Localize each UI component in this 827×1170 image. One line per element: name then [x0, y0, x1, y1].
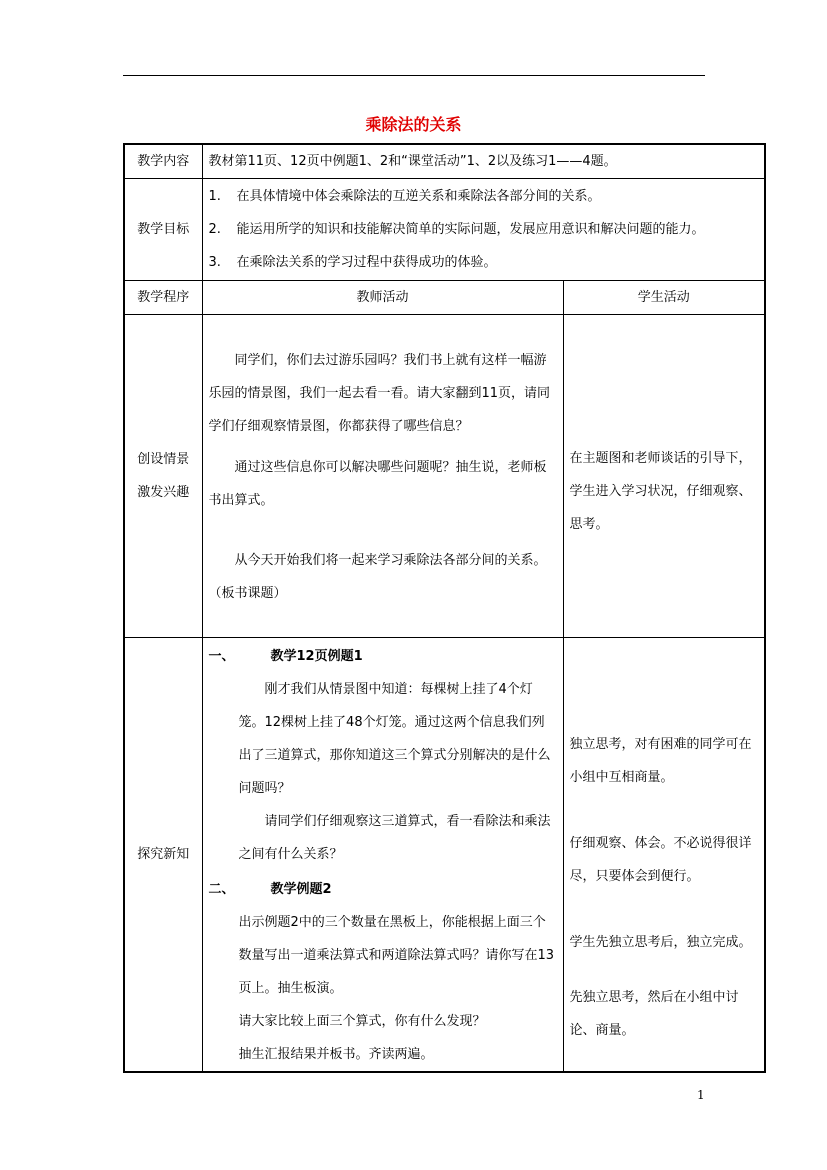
section2-p1: 出示例题2中的三个数量在黑板上，你能根据上面三个数量写出一道乘法算式和两道除法算式吗？请你写在13页上。抽生板演。 — [238, 915, 555, 996]
stage1-teacher-p3: 从今天开始我们将一起来学习乘除法各部分间的关系。（板书课题） — [208, 553, 547, 601]
stage1-label-line2: 激发兴趣 — [137, 485, 190, 500]
student-header: 学生活动 — [563, 281, 765, 315]
section1-p1: 刚才我们从情景图中知道：每棵树上挂了4个灯笼。12棵树上挂了48个灯笼。通过这两个信息我们列出了三道算式，那你知道这三个算式分别解决的是什么问题吗？ — [238, 682, 551, 796]
goal-number: 3. — [208, 255, 221, 270]
goals-row — [124, 179, 765, 281]
section-heading — [209, 873, 557, 906]
stage2-student — [563, 638, 765, 1073]
section2-body — [209, 906, 557, 1071]
header-rule — [123, 75, 705, 76]
goal-item — [209, 180, 759, 213]
section-number: 一、 — [208, 649, 235, 664]
goals-label: 教学目标 — [124, 179, 202, 281]
section-heading — [209, 640, 557, 673]
section-title: 教学例题2 — [270, 882, 332, 897]
goals-list — [202, 179, 765, 281]
content-row — [124, 144, 765, 179]
section2-p3: 抽生汇报结果并板书。齐读两遍。 — [238, 1047, 434, 1062]
stage2-student-3: 学生先独立思考后，独立完成。 — [569, 935, 752, 950]
goal-text: 在乘除法关系的学习过程中获得成功的体验。 — [236, 255, 497, 270]
goal-text: 在具体情境中体会乘除法的互逆关系和乘除法各部分间的关系。 — [236, 189, 601, 204]
stage1-student — [563, 315, 765, 638]
section-title: 教学12页例题1 — [270, 649, 363, 664]
teacher-header: 教师活动 — [202, 281, 563, 315]
goal-item — [209, 213, 759, 246]
lesson-plan-table — [123, 143, 766, 1073]
page-title: 乘除法的关系 — [365, 115, 462, 134]
stage2-student-4: 先独立思考，然后在小组中讨论、商量。 — [569, 990, 739, 1038]
content-text: 教材第11页、12页中例题1、2和“课堂活动”1、2以及练习1——4题。 — [202, 144, 765, 179]
stage1-label-line1: 创设情景 — [137, 452, 190, 467]
stage1-teacher-p2: 通过这些信息你可以解决哪些问题呢？抽生说，老师板书出算式。 — [208, 460, 547, 508]
stage1-teacher-p1: 同学们，你们去过游乐园吗？我们书上就有这样一幅游乐园的情景图，我们一起去看一看。请大家翻到11页，请同学们仔细观察情景图，你都获得了哪些信息？ — [208, 353, 551, 434]
content-label: 教学内容 — [124, 144, 202, 179]
section-number: 二、 — [208, 882, 235, 897]
procedure-header: 教学程序 — [124, 281, 202, 315]
section1-body — [209, 673, 557, 871]
page-number: 1 — [697, 1088, 705, 1102]
stage2-label: 探究新知 — [124, 638, 202, 1073]
section1-p2: 请同学们仔细观察这三道算式，看一看除法和乘法之间有什么关系？ — [238, 814, 551, 862]
stage1-teacher — [202, 315, 563, 638]
stage1-row — [124, 315, 765, 638]
goal-number: 1. — [208, 189, 221, 204]
stage2-student-2: 仔细观察、体会。不必说得很详尽，只要体会到便行。 — [569, 836, 752, 884]
goal-item — [209, 246, 759, 279]
goal-number: 2. — [208, 222, 221, 237]
column-header-row — [124, 281, 765, 315]
stage2-teacher — [202, 638, 563, 1073]
stage2-row — [124, 638, 765, 1073]
goal-text: 能运用所学的知识和技能解决简单的实际问题，发展应用意识和解决问题的能力。 — [236, 222, 705, 237]
stage1-label — [124, 315, 202, 638]
section2-p2: 请大家比较上面三个算式，你有什么发现？ — [238, 1014, 486, 1029]
stage2-student-1: 独立思考，对有困难的同学可在小组中互相商量。 — [569, 737, 752, 785]
stage1-student-text: 在主题图和老师谈话的引导下，学生进入学习状况，仔细观察、思考。 — [569, 451, 752, 532]
